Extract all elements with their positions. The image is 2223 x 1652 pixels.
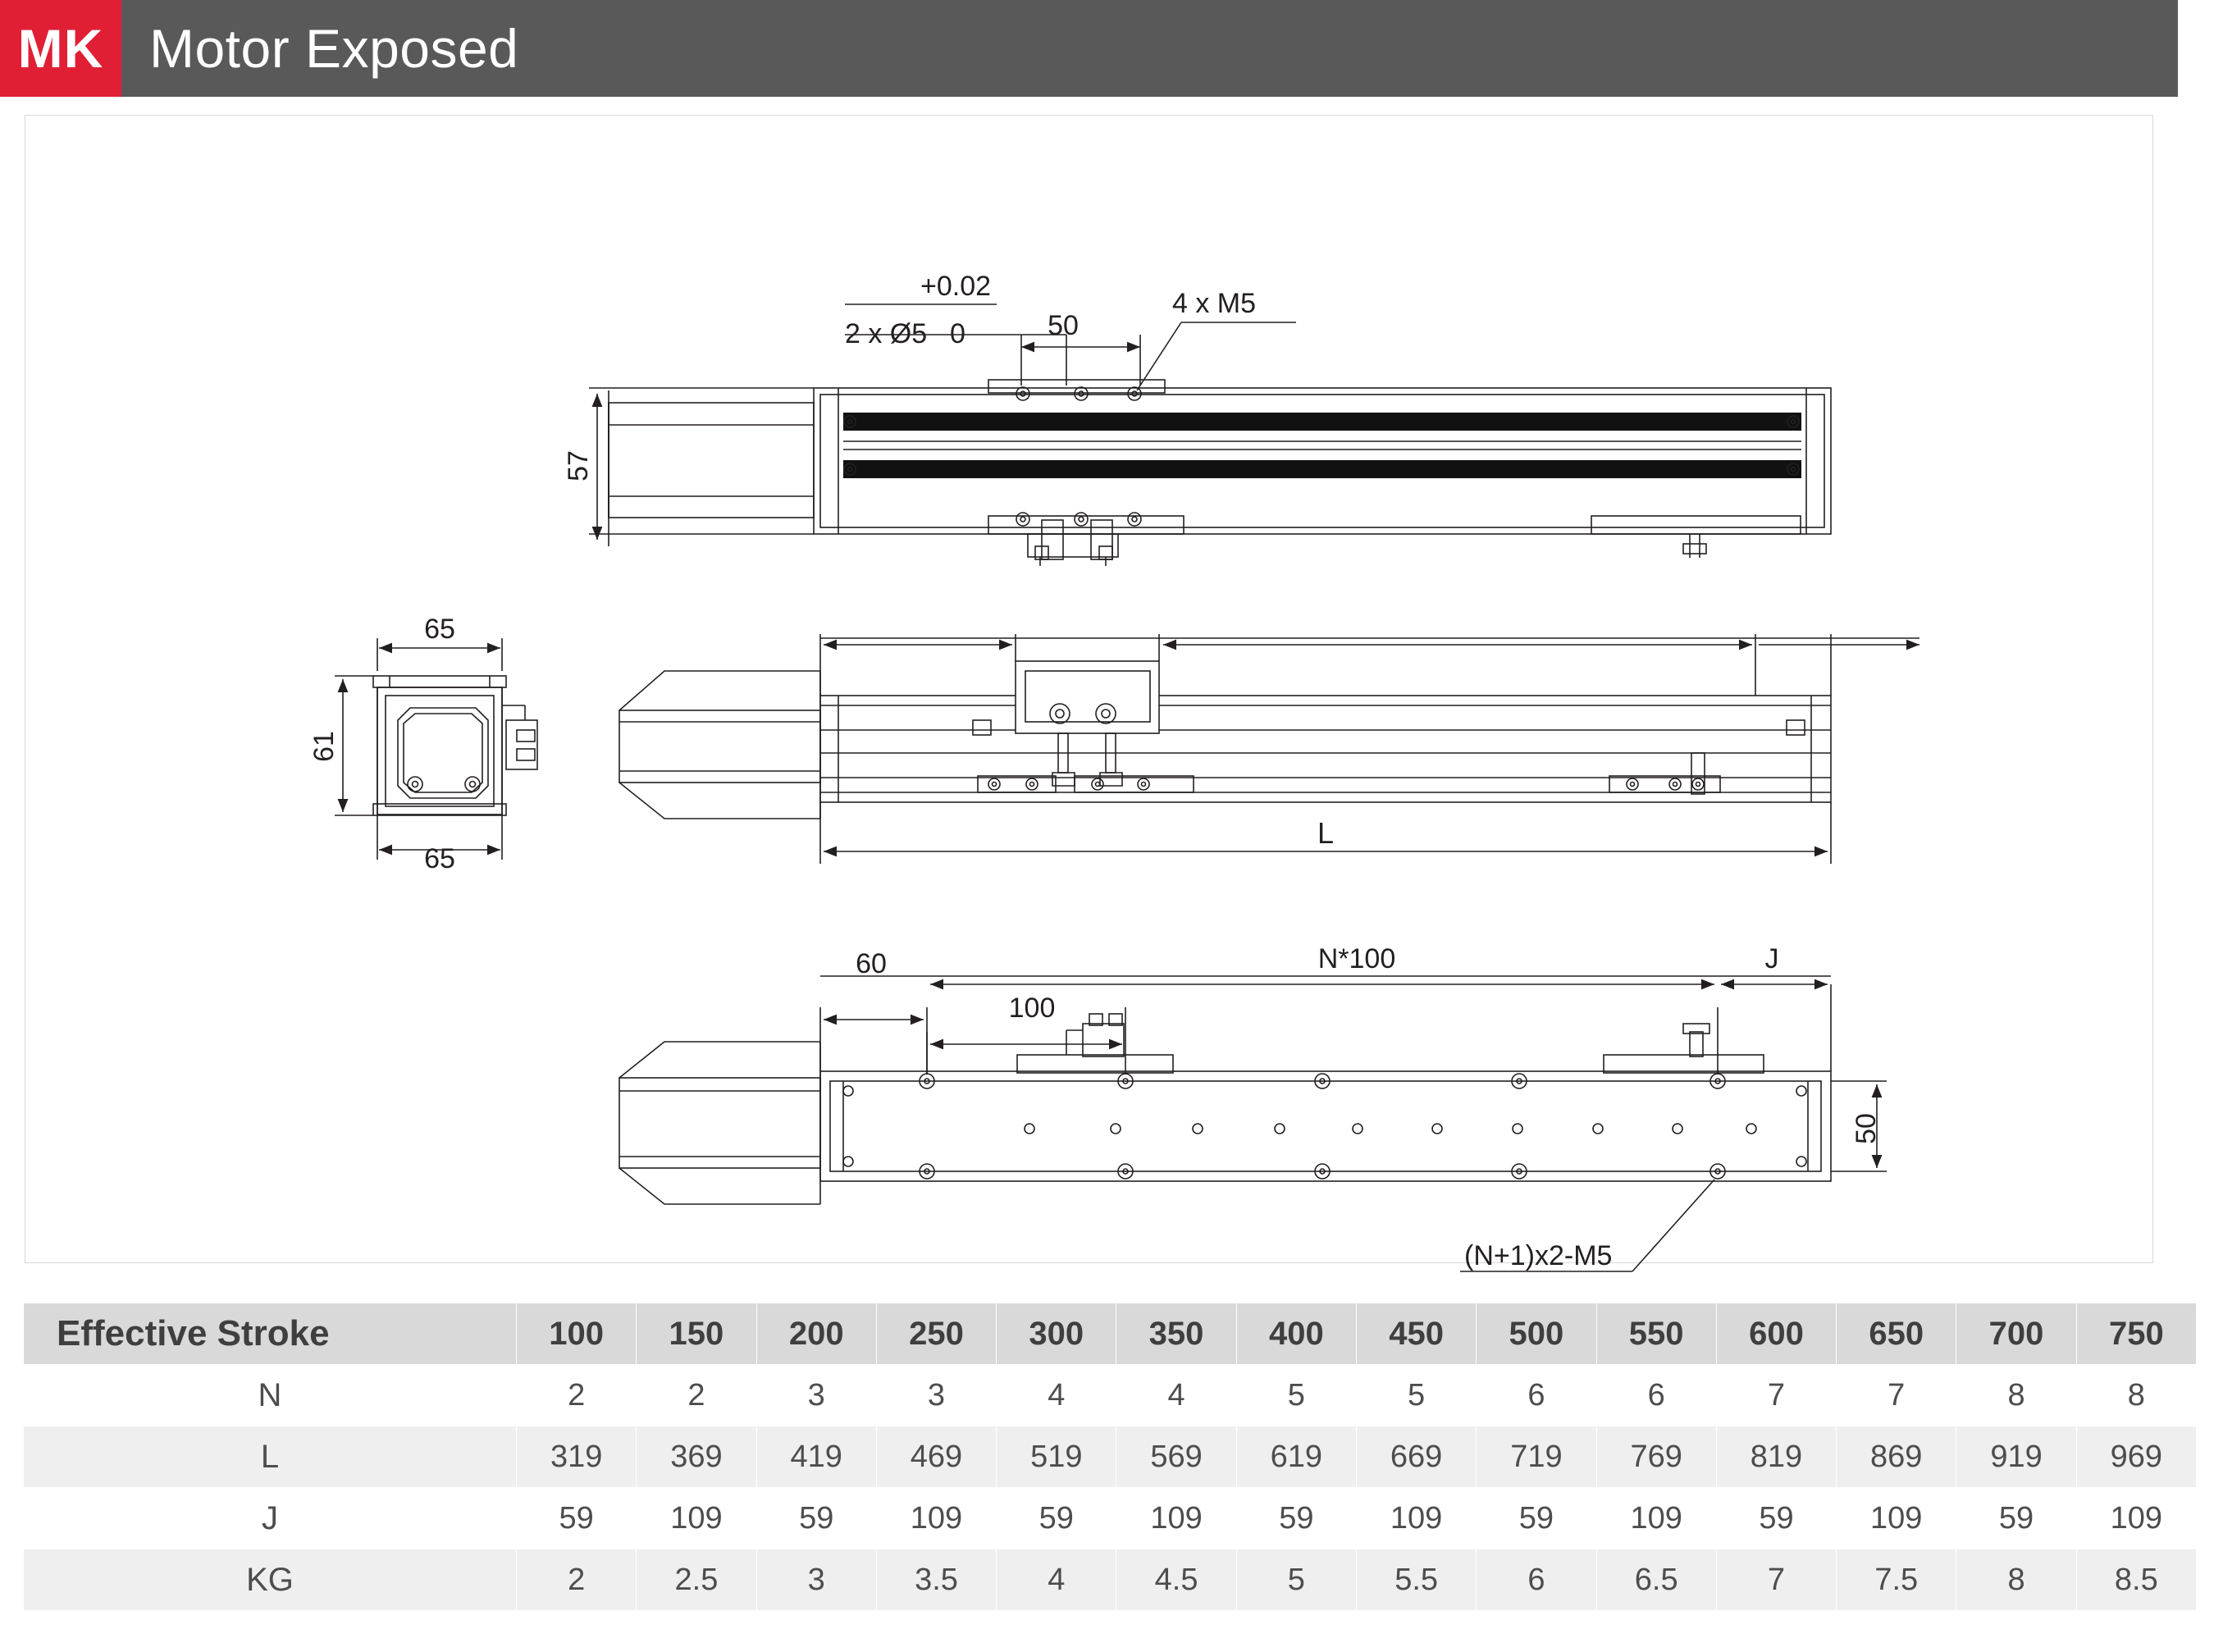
cell-j-400: 59 (1236, 1488, 1356, 1549)
spec-table-body (24, 1365, 2197, 1611)
cell-j-750: 109 (2076, 1488, 2196, 1549)
cell-j-200: 59 (756, 1488, 876, 1549)
col-600: 600 (1716, 1303, 1836, 1365)
cell-kg-200: 3 (756, 1549, 876, 1611)
label-dim-J: J (1764, 943, 1779, 974)
label-dim-65-top: 65 (424, 614, 455, 645)
cell-l-450: 669 (1356, 1426, 1476, 1488)
col-750: 750 (2076, 1303, 2196, 1365)
spec-table (23, 1303, 2197, 1611)
cell-n-500: 6 (1477, 1365, 1596, 1426)
cell-kg-100: 2 (517, 1549, 637, 1611)
label-dim-50-right: 50 (1851, 1113, 1882, 1144)
cell-n-550: 6 (1596, 1365, 1716, 1426)
cell-l-550: 769 (1596, 1426, 1716, 1488)
spec-table-head (24, 1303, 2197, 1365)
cell-n-400: 5 (1236, 1365, 1356, 1426)
cell-kg-450: 5.5 (1356, 1549, 1476, 1611)
cell-n-300: 4 (997, 1365, 1116, 1426)
cell-l-300: 519 (997, 1426, 1116, 1488)
col-550: 550 (1596, 1303, 1716, 1365)
row-label-j: J (24, 1488, 517, 1549)
label-dim-60: 60 (856, 948, 887, 979)
cell-l-500: 719 (1477, 1426, 1596, 1488)
label-dim-100: 100 (1008, 993, 1056, 1024)
label-dim-N100: N*100 (1317, 943, 1396, 974)
cell-j-350: 109 (1116, 1488, 1236, 1549)
cell-n-250: 3 (876, 1365, 996, 1426)
cell-kg-350: 4.5 (1116, 1549, 1236, 1611)
cell-kg-150: 2.5 (637, 1549, 756, 1611)
col-250: 250 (876, 1303, 996, 1365)
cell-n-700: 8 (1956, 1365, 2076, 1426)
cell-kg-250: 3.5 (876, 1549, 996, 1611)
col-150: 150 (637, 1303, 756, 1365)
label-dim-50-top: 50 (1048, 310, 1079, 341)
cell-kg-400: 5 (1236, 1549, 1356, 1611)
row-label-kg: KG (24, 1549, 517, 1611)
label-N1-M5: (N+1)x2-M5 (1464, 1240, 1613, 1271)
header-right-cap (2178, 0, 2223, 97)
page-title: Motor Exposed (149, 18, 519, 79)
cell-kg-650: 7.5 (1837, 1549, 1956, 1611)
cell-l-350: 569 (1116, 1426, 1236, 1488)
cell-j-700: 59 (1956, 1488, 2076, 1549)
cell-l-600: 819 (1716, 1426, 1836, 1488)
cell-l-750: 969 (2076, 1426, 2196, 1488)
cell-n-200: 3 (756, 1365, 876, 1426)
col-effective-stroke: Effective Stroke (24, 1303, 517, 1365)
cell-j-150: 109 (637, 1488, 756, 1549)
col-100: 100 (517, 1303, 637, 1365)
cell-n-650: 7 (1837, 1365, 1956, 1426)
cell-n-600: 7 (1716, 1365, 1836, 1426)
cell-j-650: 109 (1837, 1488, 1956, 1549)
cell-j-250: 109 (876, 1488, 996, 1549)
table-row (24, 1488, 2197, 1549)
col-650: 650 (1837, 1303, 1956, 1365)
cell-n-150: 2 (637, 1365, 756, 1426)
cell-n-750: 8 (2076, 1365, 2196, 1426)
page-header (0, 0, 2223, 97)
cell-l-150: 369 (637, 1426, 756, 1488)
cell-j-450: 109 (1356, 1488, 1476, 1549)
table-header-row (24, 1303, 2197, 1365)
cell-j-600: 59 (1716, 1488, 1836, 1549)
cell-kg-500: 6 (1477, 1549, 1596, 1611)
cell-j-550: 109 (1596, 1488, 1716, 1549)
col-700: 700 (1956, 1303, 2076, 1365)
table-row (24, 1426, 2197, 1488)
cell-n-450: 5 (1356, 1365, 1476, 1426)
technical-drawing-area (0, 97, 2223, 1303)
cell-kg-550: 6.5 (1596, 1549, 1716, 1611)
cell-l-650: 869 (1837, 1426, 1956, 1488)
cell-j-100: 59 (517, 1488, 637, 1549)
label-2x5: 2 x Ø5 (845, 318, 928, 349)
cell-l-250: 469 (876, 1426, 996, 1488)
cell-kg-700: 8 (1956, 1549, 2076, 1611)
cell-n-100: 2 (517, 1365, 637, 1426)
col-450: 450 (1356, 1303, 1476, 1365)
label-dim-57: 57 (563, 450, 594, 481)
table-row (24, 1365, 2197, 1426)
cell-l-400: 619 (1236, 1426, 1356, 1488)
col-300: 300 (997, 1303, 1116, 1365)
cell-l-100: 319 (517, 1426, 637, 1488)
col-400: 400 (1236, 1303, 1356, 1365)
col-350: 350 (1116, 1303, 1236, 1365)
drawing-svg (0, 97, 2223, 1303)
cell-l-200: 419 (756, 1426, 876, 1488)
cell-kg-300: 4 (997, 1549, 1116, 1611)
cell-l-700: 919 (1956, 1426, 2076, 1488)
col-200: 200 (756, 1303, 876, 1365)
cell-kg-750: 8.5 (2076, 1549, 2196, 1611)
col-500: 500 (1477, 1303, 1596, 1365)
row-label-n: N (24, 1365, 517, 1426)
mk-logo: MK (0, 0, 121, 97)
label-tol-lower: 0 (950, 318, 965, 349)
row-label-l: L (24, 1426, 517, 1488)
cell-j-300: 59 (997, 1488, 1116, 1549)
label-dim-61: 61 (308, 731, 340, 762)
label-tol-upper: +0.02 (920, 271, 992, 302)
cell-n-350: 4 (1116, 1365, 1236, 1426)
table-row (24, 1549, 2197, 1611)
spec-table-wrap (0, 1303, 2223, 1611)
label-dim-L: L (1317, 816, 1335, 850)
cell-j-500: 59 (1477, 1488, 1596, 1549)
label-4xM5: 4 x M5 (1171, 288, 1257, 319)
cell-kg-600: 7 (1716, 1549, 1836, 1611)
label-dim-65-bottom: 65 (424, 843, 455, 874)
